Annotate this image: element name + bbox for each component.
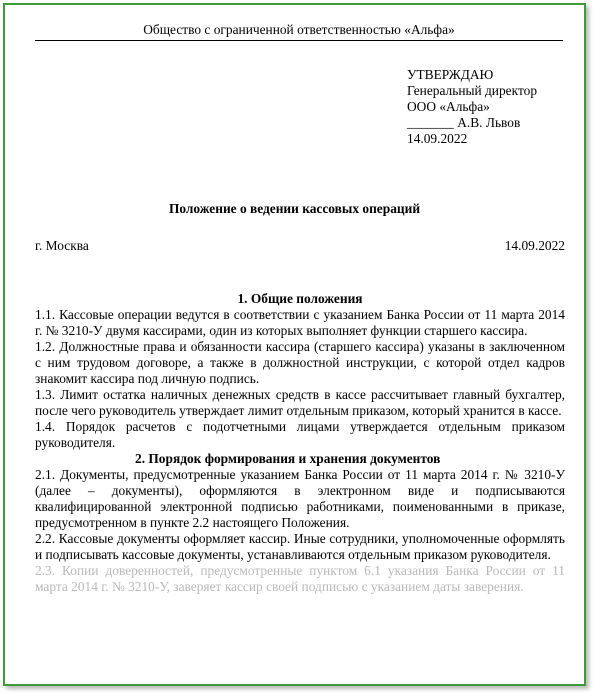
approval-heading: УТВЕРЖДАЮ	[407, 67, 494, 82]
fade-overlay	[5, 614, 584, 684]
approver-position: Генеральный директор	[407, 83, 538, 98]
paragraph-1-1: 1.1. Кассовые операции ведутся в соответствии с указанием Банка России от 11 марта 2014 г. № 3210-У двумя кассирами, один из которых выполняет функции старшего кассира.	[35, 307, 565, 338]
document-title: Положение о ведении кассовых операций	[168, 201, 421, 216]
paragraph-2-2: 2.2. Кассовые документы оформляет кассир. Иные сотрудники, уполномоченные оформлять и подписывать кассовые документы, устанавливаются отдельным приказом руководителя.	[35, 531, 565, 562]
document-body	[35, 291, 565, 595]
paragraph-2-1: 2.1. Документы, предусмотренные указанием Банка России от 11 марта 2014 г. № 3210-У (далее – документы), оформляются в электронном виде и подписываются квалифицированной электронной подписью работниками, поименованными в приказе, предусмотренном в пункте 2.2 настоящего Положения.	[35, 467, 565, 530]
approval-block	[407, 67, 537, 147]
approver-signature: _______ А.В. Львов	[407, 115, 521, 130]
document-page	[3, 3, 586, 686]
approval-date: 14.09.2022	[407, 131, 468, 146]
organization-header: Общество с ограниченной ответственностью «Альфа»	[35, 22, 563, 41]
paragraph-1-2: 1.2. Должностные права и обязанности кассира (старшего кассира) указаны в заключенном с ним трудовом договоре, а также в должностной инструкции, с которой отдел кадров знакомит кассира под личную подпись.	[35, 339, 565, 386]
section-heading: 2. Порядок формирования и хранения документов	[135, 451, 441, 466]
paragraph-1-4: 1.4. Порядок расчетов с подотчетными лицами утверждается отдельным приказом руководителя.	[35, 419, 565, 450]
document-city: г. Москва	[35, 238, 89, 253]
place-date-line	[35, 238, 565, 254]
section-heading: 1. Общие положения	[237, 291, 363, 306]
approver-company: ООО «Альфа»	[407, 99, 490, 114]
paragraph-1-3: 1.3. Лимит остатка наличных денежных средств в кассе рассчитывает главный бухгалтер, после чего руководитель утверждает лимит отдельным приказом, который хранится в кассе.	[35, 387, 565, 418]
document-date: 14.09.2022	[504, 238, 565, 253]
paragraph-2-3: 2.3. Копии доверенностей, предусмотренные пунктом 6.1 указания Банка России от 11 марта 2014 г. № 3210-У, заверяет кассир своей подписью с указанием даты заверения.	[35, 563, 565, 594]
